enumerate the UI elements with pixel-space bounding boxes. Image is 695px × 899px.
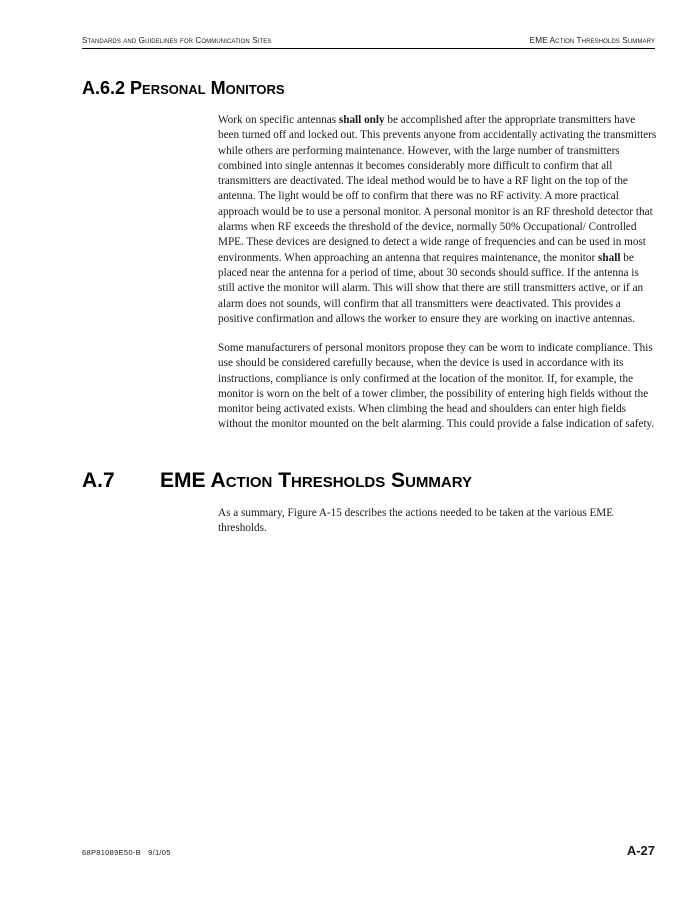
p1-bold-shall: shall	[598, 251, 621, 264]
paragraph-personal-monitors-2	[218, 341, 658, 433]
p2-text: Some manufacturers of personal monitors propose they can be worn to indicate compliance. This use should be considered carefully because, when the device is used in accordance with its instructions, compliance is only confirmed at the location of the monitor. If, for example, the monitor is worn on the belt of a tower climber, the possibility of entering high fields without the monitor being activated exists. When climbing the head and shoulders can enter high fields without the monitor mounted on the belt alarming. This could provide a false indication of safety.	[218, 342, 655, 431]
p1-text-end: be placed near the antenna for a period of time, about 30 seconds should suffice. If the antenna is still active the monitor will alarm. This will show that there are still transmitters active, or if an alarm does not sounds, will confirm that all transmitters were deactivated. This provides a positive confirmation and allows the worker to ensure they are working on inactive antennas.	[218, 251, 644, 325]
section-heading-a62: A.6.2 Personal Monitors	[82, 78, 285, 98]
section-number-a7: A.7	[82, 469, 115, 492]
header-left-title: Standards and Guidelines for Communication Sites	[82, 36, 272, 45]
footer-page-number: A-27	[626, 843, 655, 858]
header-rule	[82, 48, 655, 49]
page-footer	[82, 843, 655, 858]
p1-bold-shall-only: shall only	[338, 114, 385, 126]
header-right-title: EME Action Thresholds Summary	[529, 36, 655, 45]
paragraph-personal-monitors-1	[218, 113, 658, 327]
p1-text-start: Work on specific antennas	[218, 114, 339, 126]
paragraph-eme-summary	[218, 506, 658, 537]
section-title-a7: EME Action Thresholds Summary	[160, 469, 473, 492]
running-header	[82, 36, 655, 45]
section-heading-a7	[82, 469, 472, 493]
p1-text-middle: be accomplished after the appropriate transmitters have been turned off and locked out. This prevents anyone from accidentally activating the transmitters while others are performing maintenance. However, with the large number of transmitters combined into single antennas it becomes considerably more difficult to confirm that all transmitters are deactivated. The ideal method would be to have a RF light on the top of the antenna. The light would be off to confirm that there was no RF activity. A more practical approach would be to use a personal monitor. A personal monitor is an RF threshold detector that alarms when RF exceeds the threshold of the device, normally 50% Occupational/ Controlled MPE. These devices are designed to detect a wide range of frequencies and can be used in most environments. When approaching an antenna that requires maintenance, the monitor	[218, 114, 657, 264]
footer-doc-id: 68P81089E50-B 9/1/05	[82, 848, 171, 857]
p3-text: As a summary, Figure A-15 describes the actions needed to be taken at the various EME thresholds.	[218, 507, 614, 535]
